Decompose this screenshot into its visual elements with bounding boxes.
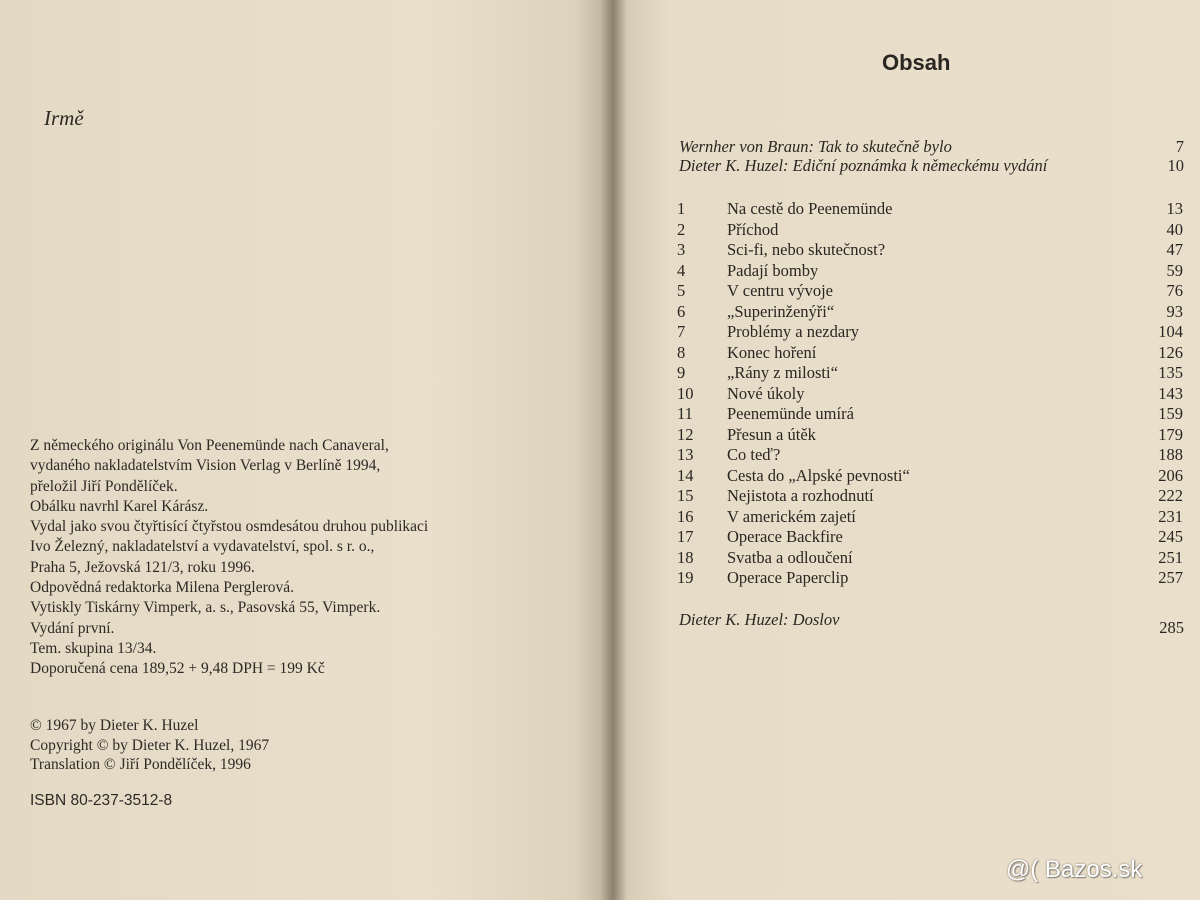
isbn: ISBN 80-237-3512-8 xyxy=(30,792,173,809)
chapter-page: 143 xyxy=(1158,383,1183,403)
imprint-line: Tem. skupina 13/34. xyxy=(30,639,157,657)
chapter-title: Sci-fi, nebo skutečnost? xyxy=(727,240,886,259)
toc-chapter-row xyxy=(677,466,1183,486)
chapter-page: 188 xyxy=(1158,445,1183,464)
chapter-title: Operace Paperclip xyxy=(727,568,849,587)
chapter-number: 10 xyxy=(677,383,694,403)
chapter-number: 13 xyxy=(677,445,694,464)
chapter-title: Svatba a odloučení xyxy=(727,547,853,567)
chapter-page: 40 xyxy=(1166,219,1183,239)
chapter-number: 1 xyxy=(677,199,686,218)
imprint-line: přeložil Jiří Pondělíček. xyxy=(30,477,178,495)
chapter-number: 12 xyxy=(677,424,694,444)
chapter-number: 15 xyxy=(677,486,694,505)
toc-chapter-row xyxy=(677,445,1183,465)
chapter-page: 47 xyxy=(1166,240,1183,259)
chapter-page: 251 xyxy=(1158,547,1183,567)
chapter-title: „Rány z milosti“ xyxy=(727,363,838,382)
chapter-title: Cesta do „Alpské pevnosti“ xyxy=(727,465,910,485)
toc-chapter-row xyxy=(677,240,1183,260)
chapter-title: V centru vývoje xyxy=(727,281,834,300)
toc-chapter-row xyxy=(677,199,1183,219)
chapter-title: Nové úkoly xyxy=(727,383,805,403)
imprint-line: Obálku navrhl Karel Kárász. xyxy=(30,497,209,515)
copyright-block xyxy=(30,716,269,775)
chapter-title: Problémy a nezdary xyxy=(727,322,859,341)
copyright-line: Translation © Jiří Pondělíček, 1996 xyxy=(30,756,251,773)
toc-chapter-row xyxy=(677,322,1183,342)
imprint-line: Praha 5, Ježovská 121/3, roku 1996. xyxy=(30,558,255,576)
chapter-page: 206 xyxy=(1158,465,1183,485)
toc-entry-title: Dieter K. Huzel: Doslov xyxy=(679,610,840,629)
chapter-page: 126 xyxy=(1158,342,1183,362)
toc-chapter-row xyxy=(677,363,1183,383)
toc-chapter-row xyxy=(677,261,1183,281)
toc-chapter-row xyxy=(677,281,1183,301)
chapter-title: Přesun a útěk xyxy=(727,424,816,444)
chapter-page: 179 xyxy=(1158,424,1183,444)
toc-entry xyxy=(679,156,1184,176)
chapter-number: 8 xyxy=(677,342,686,362)
toc-chapter-row xyxy=(677,507,1183,527)
chapter-number: 17 xyxy=(677,527,694,546)
chapter-number: 14 xyxy=(677,465,694,485)
toc-entry-title: Dieter K. Huzel: Ediční poznámka k německému vydání xyxy=(679,156,1048,175)
chapter-page: 231 xyxy=(1158,506,1183,526)
imprint-line: Doporučená cena 189,52 + 9,48 DPH = 199 Kč xyxy=(30,660,325,678)
imprint-line: Z německého originálu Von Peenemünde nach Canaveral, xyxy=(30,437,389,454)
copyright-line: © 1967 by Dieter K. Huzel xyxy=(30,717,199,734)
toc-entry xyxy=(679,610,1184,637)
imprint-line: Vydání první. xyxy=(30,619,115,637)
chapter-page: 104 xyxy=(1158,322,1183,341)
chapter-title: Příchod xyxy=(727,219,779,239)
chapter-title: Konec hoření xyxy=(727,342,817,362)
toc-chapter-row xyxy=(677,404,1183,424)
imprint-line: Odpovědná redaktorka Milena Perglerová. xyxy=(30,579,294,597)
toc-chapter-row xyxy=(677,568,1183,588)
book-gutter xyxy=(600,0,626,900)
dedication: Irmě xyxy=(44,106,84,130)
chapter-number: 6 xyxy=(677,301,686,321)
imprint-line: Vydal jako svou čtyřtisící čtyřstou osmdesátou druhou publikaci xyxy=(30,518,429,536)
chapter-page: 257 xyxy=(1158,568,1183,587)
toc-chapter-row xyxy=(677,548,1183,568)
chapter-number: 18 xyxy=(677,547,694,567)
toc-entry-page: 7 xyxy=(1175,137,1184,156)
toc-entry-title: Wernher von Braun: Tak to skutečně bylo xyxy=(679,137,952,156)
chapter-number: 5 xyxy=(677,281,686,300)
chapter-page: 135 xyxy=(1158,363,1183,382)
toc-heading: Obsah xyxy=(882,50,951,75)
chapter-number: 9 xyxy=(677,363,686,382)
toc-entry-page: 10 xyxy=(1167,156,1184,175)
toc-entry-page: 285 xyxy=(1159,618,1184,637)
toc-chapter-row xyxy=(677,425,1183,445)
chapter-number: 16 xyxy=(677,506,694,526)
chapter-page: 159 xyxy=(1158,404,1183,423)
chapter-title: Nejistota a rozhodnutí xyxy=(727,486,874,505)
toc-chapter-row xyxy=(677,486,1183,506)
chapter-title: Co teď? xyxy=(727,445,781,464)
chapter-number: 3 xyxy=(677,240,686,259)
copyright-line: Copyright © by Dieter K. Huzel, 1967 xyxy=(30,736,270,754)
chapter-number: 11 xyxy=(677,404,693,423)
chapter-title: Padají bomby xyxy=(727,260,819,280)
chapter-number: 2 xyxy=(677,219,686,239)
imprint-line: Vytiskly Tiskárny Vimperk, a. s., Pasovská 55, Vimperk. xyxy=(30,599,381,617)
chapter-page: 59 xyxy=(1166,260,1183,280)
toc-entry xyxy=(679,137,1184,157)
chapter-number: 4 xyxy=(677,260,686,280)
cover-show-through xyxy=(300,160,304,256)
toc-chapter-row xyxy=(677,384,1183,404)
toc-chapter-row xyxy=(677,302,1183,322)
chapter-page: 245 xyxy=(1158,527,1183,546)
chapter-title: „Superinženýři“ xyxy=(727,301,835,321)
chapter-number: 7 xyxy=(677,322,686,341)
chapter-title: Operace Backfire xyxy=(727,527,843,546)
toc-chapter-row xyxy=(677,343,1183,363)
chapter-title: Peenemünde umírá xyxy=(727,404,854,423)
chapter-page: 222 xyxy=(1158,486,1183,505)
imprint-block xyxy=(30,436,590,680)
toc-chapter-row xyxy=(677,220,1183,240)
toc-chapter-row xyxy=(677,527,1183,547)
chapter-page: 93 xyxy=(1166,301,1183,321)
imprint-line: Ivo Železný, nakladatelství a vydavatelství, spol. s r. o., xyxy=(30,538,375,556)
chapter-page: 13 xyxy=(1166,199,1183,218)
chapter-number: 19 xyxy=(677,568,694,587)
imprint-line: vydaného nakladatelstvím Vision Verlag v Berlíně 1994, xyxy=(30,457,381,475)
site-watermark: @( Bazos.sk xyxy=(1006,856,1143,883)
chapter-title: V americkém zajetí xyxy=(727,506,856,526)
chapter-title: Na cestě do Peenemünde xyxy=(727,199,893,218)
chapter-page: 76 xyxy=(1166,281,1183,300)
